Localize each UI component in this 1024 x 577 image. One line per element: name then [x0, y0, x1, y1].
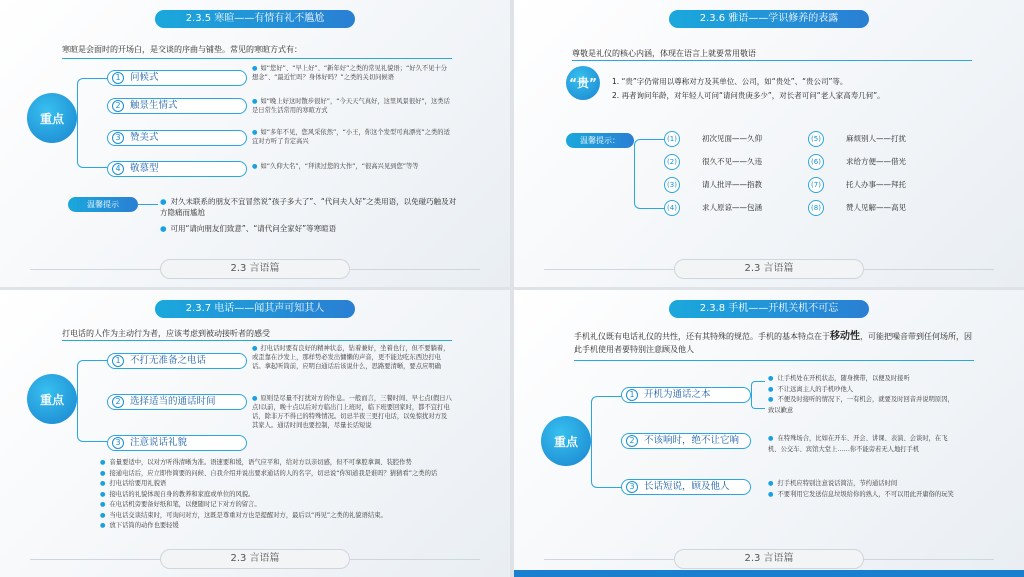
honor-badge: “贵”: [566, 66, 600, 100]
notes-2: [768, 434, 958, 455]
list-item: ● 接电话的礼貌体现自身的教养和家庭或单位的风貌。: [100, 490, 255, 498]
connector: [591, 396, 621, 488]
note-4: ● 如“久仰大名”，“拜读过您的大作”，“很高兴见到您”等等: [252, 163, 419, 170]
list-item: ● 不要利用它发送信息垃圾给你的熟人，不可以用此开庸俗的玩笑: [768, 490, 954, 498]
slide-greeting[interactable]: [0, 0, 510, 287]
slide-title: 2.3.6 雅语——学识修养的表露: [669, 10, 869, 28]
footer-label: 2.3 言语篇: [160, 549, 350, 569]
branch-3: 3 长话短说，顾及他人: [621, 479, 751, 495]
footer-line-left: [544, 269, 674, 270]
list-item: ● 放下话筒的动作也要轻缓: [100, 522, 179, 529]
footer-label: 2.3 言语篇: [674, 259, 864, 279]
intro-text: 尊敬是礼仪的核心内涵，体现在语言上就要常用敬语: [572, 49, 756, 58]
pair-7: (7) 托人办事——拜托: [808, 177, 906, 193]
connector: [77, 78, 107, 168]
list-item: ● 在电话机旁要备好纸和笔，以便随时记下对方的留言。: [100, 501, 261, 508]
footer-line-right: [864, 559, 994, 560]
point-1: 1. “贵”字仍常用以尊称对方及其单位、公司，如“贵处”、“贵公司”等。: [612, 77, 848, 86]
intro-text: 打电话的人作为主动行为者，应该考虑到被动接听者的感受: [62, 329, 270, 338]
footer-line-right: [350, 559, 480, 560]
bottom-accent-bar: [514, 570, 1024, 577]
list-item: ● 当电话交谈结束时，可询问对方，这既是尊重对方也是提醒对方，最后以“再见”之类的礼貌语结束。: [100, 511, 387, 519]
slide-telephone[interactable]: [0, 290, 510, 577]
focus-circle: 重点: [27, 93, 77, 143]
intro-text: 寒暄是会面时的开场白，是交谈的序曲与铺垫。常见的寒暄方式有：: [62, 45, 302, 54]
pair-2: (2) 很久不见——久违: [664, 154, 762, 170]
footer-line-left: [30, 559, 160, 560]
note-2: ● 原则是尽量不打扰对方的作息。一般而言，三餐时间、早七点(假日八点)以前，晚十点以后对方临出门上班时，临下班要回家时，都不宜打电话，除非万不得已的特殊情况。切忌半夜三更打电话，以免惊扰对方及其家人。通话时间也要控制，尽量长话短说: [252, 395, 452, 429]
footer-line-left: [544, 559, 674, 560]
notes-1: [768, 374, 958, 416]
slide-mobile[interactable]: [514, 290, 1024, 577]
notes-3: [768, 479, 958, 500]
note-1: ● 如“您好”、“早上好”、“新年好”之类的常见礼貌语；“好久不见十分想念”、“最近忙吗？身体好吗？”之类的关切问候语: [252, 65, 448, 81]
focus-circle: 重点: [541, 416, 591, 466]
connector: [634, 139, 664, 209]
pair-8: (8) 赞人见解——高见: [808, 200, 906, 216]
list-item: ● 在特殊场合，比如在开车、开会、讲课、表演、会谈时，在飞机、公交车、宾馆大堂上……你不能旁若无人地打手机: [768, 435, 948, 453]
footer-label: 2.3 言语篇: [674, 549, 864, 569]
etiquette-list: [100, 458, 460, 532]
branch-1: 1 开机为通话之本: [621, 387, 751, 403]
pair-6: (6) 求给方便——借光: [808, 154, 906, 170]
pair-4: (4) 求人原谅——包涵: [664, 200, 762, 216]
branch-2: 2 触景生情式: [107, 98, 247, 114]
slide-polite-words[interactable]: [514, 0, 1024, 287]
footer-line-right: [350, 269, 480, 270]
tip-1: ● 对久未联系的朋友不宜冒然说“孩子多大了”、“代问夫人好”之类用语，以免碰巧触及对方隐痛而尴尬: [160, 197, 457, 217]
divider: [62, 58, 452, 59]
list-item: ● 不让远离主人的手机吵他人: [768, 385, 854, 393]
note-2: ● 如“晚上好这时散步很好”，“今天天气真好，这里风景很好”，这类话是日常生活常用的寒暄方式: [252, 98, 450, 114]
branch-1: 1 不打无准备之电话: [107, 353, 247, 369]
divider: [62, 340, 452, 341]
list-item: ● 打电话给要用礼貌语: [100, 480, 167, 487]
connector: [77, 360, 107, 442]
footer-line-right: [864, 269, 994, 270]
branch-2: 2 选择适当的通话时间: [107, 394, 247, 410]
sub-connector: [751, 381, 765, 409]
tip-button[interactable]: 温馨提示: [68, 197, 138, 212]
list-item: ● 不便及时接听的情况下，一有机会，就要及时回音并说明原因，致以歉意: [768, 396, 954, 414]
divider: [574, 360, 974, 361]
tip-button[interactable]: 温馨提示：: [566, 133, 634, 148]
footer-label: 2.3 言语篇: [160, 259, 350, 279]
divider: [572, 60, 972, 61]
branch-2: 2 不该响时，绝不让它响: [621, 433, 751, 449]
tip-2: ● 可用“请向朋友们致意”、“请代问全家好”等寒暄语: [160, 224, 337, 233]
list-item: ● 打手机应特别注意说话简洁，节约通话时间: [768, 480, 898, 487]
pair-1: (1) 初次见面——久仰: [664, 131, 762, 147]
slide-title: 2.3.7 电话——闻其声可知其人: [155, 300, 355, 318]
slide-title: 2.3.8 手机——开机关机不可忘: [669, 300, 869, 318]
list-item: ● 接通电话后，应立即作简要的问候、自我介绍并说出要求通话的人的名字，切忌说“你知道我是谁吗？猜猜看”之类的话: [100, 469, 438, 477]
pair-3: (3) 请人批评——指教: [664, 177, 762, 193]
intro-text: 手机礼仪既有电话礼仪的共性，还有其特殊的规范。手机的基本特点在于移动性，可能把噪音带到任何场所，因此手机使用者要特别注意顾及他人: [574, 331, 972, 354]
tip-connector: [138, 204, 158, 205]
branch-3: 3 注意说话礼貌: [107, 435, 247, 451]
focus-circle: 重点: [27, 374, 77, 424]
list-item: ● 让手机处在开机状态，随身携带，以便及时接听: [768, 375, 910, 382]
branch-1: 1 问候式: [107, 70, 247, 86]
emphasis-mobility: 移动性: [830, 331, 860, 342]
branch-3: 3 赞美式: [107, 130, 247, 146]
note-3: ● 如“多年不见，您风采依然”，“小王，你这个发型可真漂亮”之类的适宜对方听了肯定高兴: [252, 129, 450, 145]
slide-title: 2.3.5 寒暄——有情有礼不尴尬: [155, 10, 355, 28]
footer-line-left: [30, 269, 160, 270]
note-1: ● 打电话时要有良好的精神状态，钻着兼好，坐着也行，但不要躺着，或歪靠在沙发上，那样势必发出慵懒的声音，更不能边吃东西边打电话。拿起听筒前，应明白通话后该说什么，思路要清晰，要点应明确: [252, 345, 450, 370]
point-2: 2. 再者询问年龄，对年轻人可问“请问贵庚多少”，对长者可问“老人家高寿几何”。: [612, 91, 885, 100]
list-item: ● 音量要适中，以对方听得清晰为准。语速要和缓，语气应平和，给对方以亲切感，但不可拿腔拿调、装腔作势: [100, 459, 412, 466]
branch-4: 4 敬慕型: [107, 161, 247, 177]
pair-5: (5) 麻烦别人——打扰: [808, 131, 906, 147]
